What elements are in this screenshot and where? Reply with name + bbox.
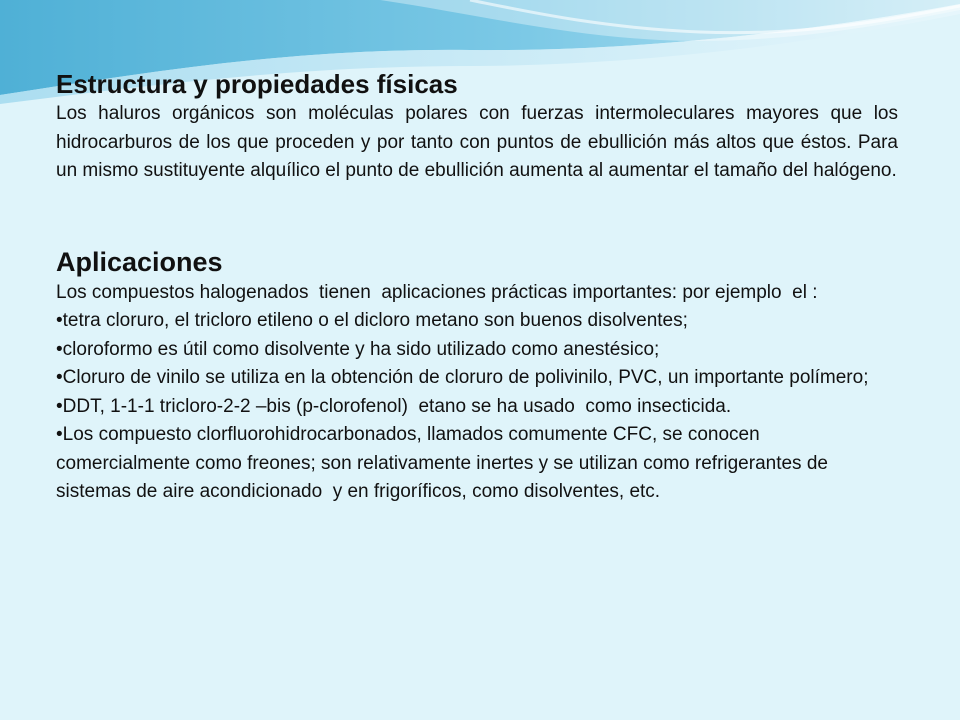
list-item: •cloroformo es útil como disolvente y ha sido utilizado como anestésico; (56, 338, 660, 360)
section-title-structure: Estructura y propiedades físicas (56, 69, 458, 99)
section-body-structure: Los haluros orgánicos son moléculas polares con fuerzas intermoleculares mayores que los hidrocarburos de los que proceden y por tanto con puntos de ebullición más altos que éstos. Para un mismo sustituyente alquílico el punto de ebullición aumenta al aumentar el tamaño del halógeno. (56, 103, 898, 181)
list-item: •Los compuesto clorfluorohidrocarbonados, llamados comumente CFC, se conocen comercialmente como freones; son relativamente inertes y se utilizan como refrigerantes de sistemas de aire acondicionado y en frigoríficos, como disolventes, etc. (56, 424, 834, 502)
slide-content (56, 68, 898, 507)
list-item: •DDT, 1-1-1 tricloro-2-2 –bis (p-clorofenol) etano se ha usado como insecticida. (56, 395, 732, 417)
section-title-applications: Aplicaciones (56, 246, 223, 277)
list-item: •tetra cloruro, el tricloro etileno o el dicloro metano son buenos disolventes; (56, 310, 688, 331)
list-item: •Cloruro de vinilo se utiliza en la obtención de cloruro de polivinilo, PVC, un importante polímero; (56, 367, 869, 388)
section-structure (56, 68, 898, 186)
applications-intro: Los compuestos halogenados tienen aplicaciones prácticas importantes: por ejemplo el : (56, 281, 818, 303)
section-applications (56, 245, 898, 507)
